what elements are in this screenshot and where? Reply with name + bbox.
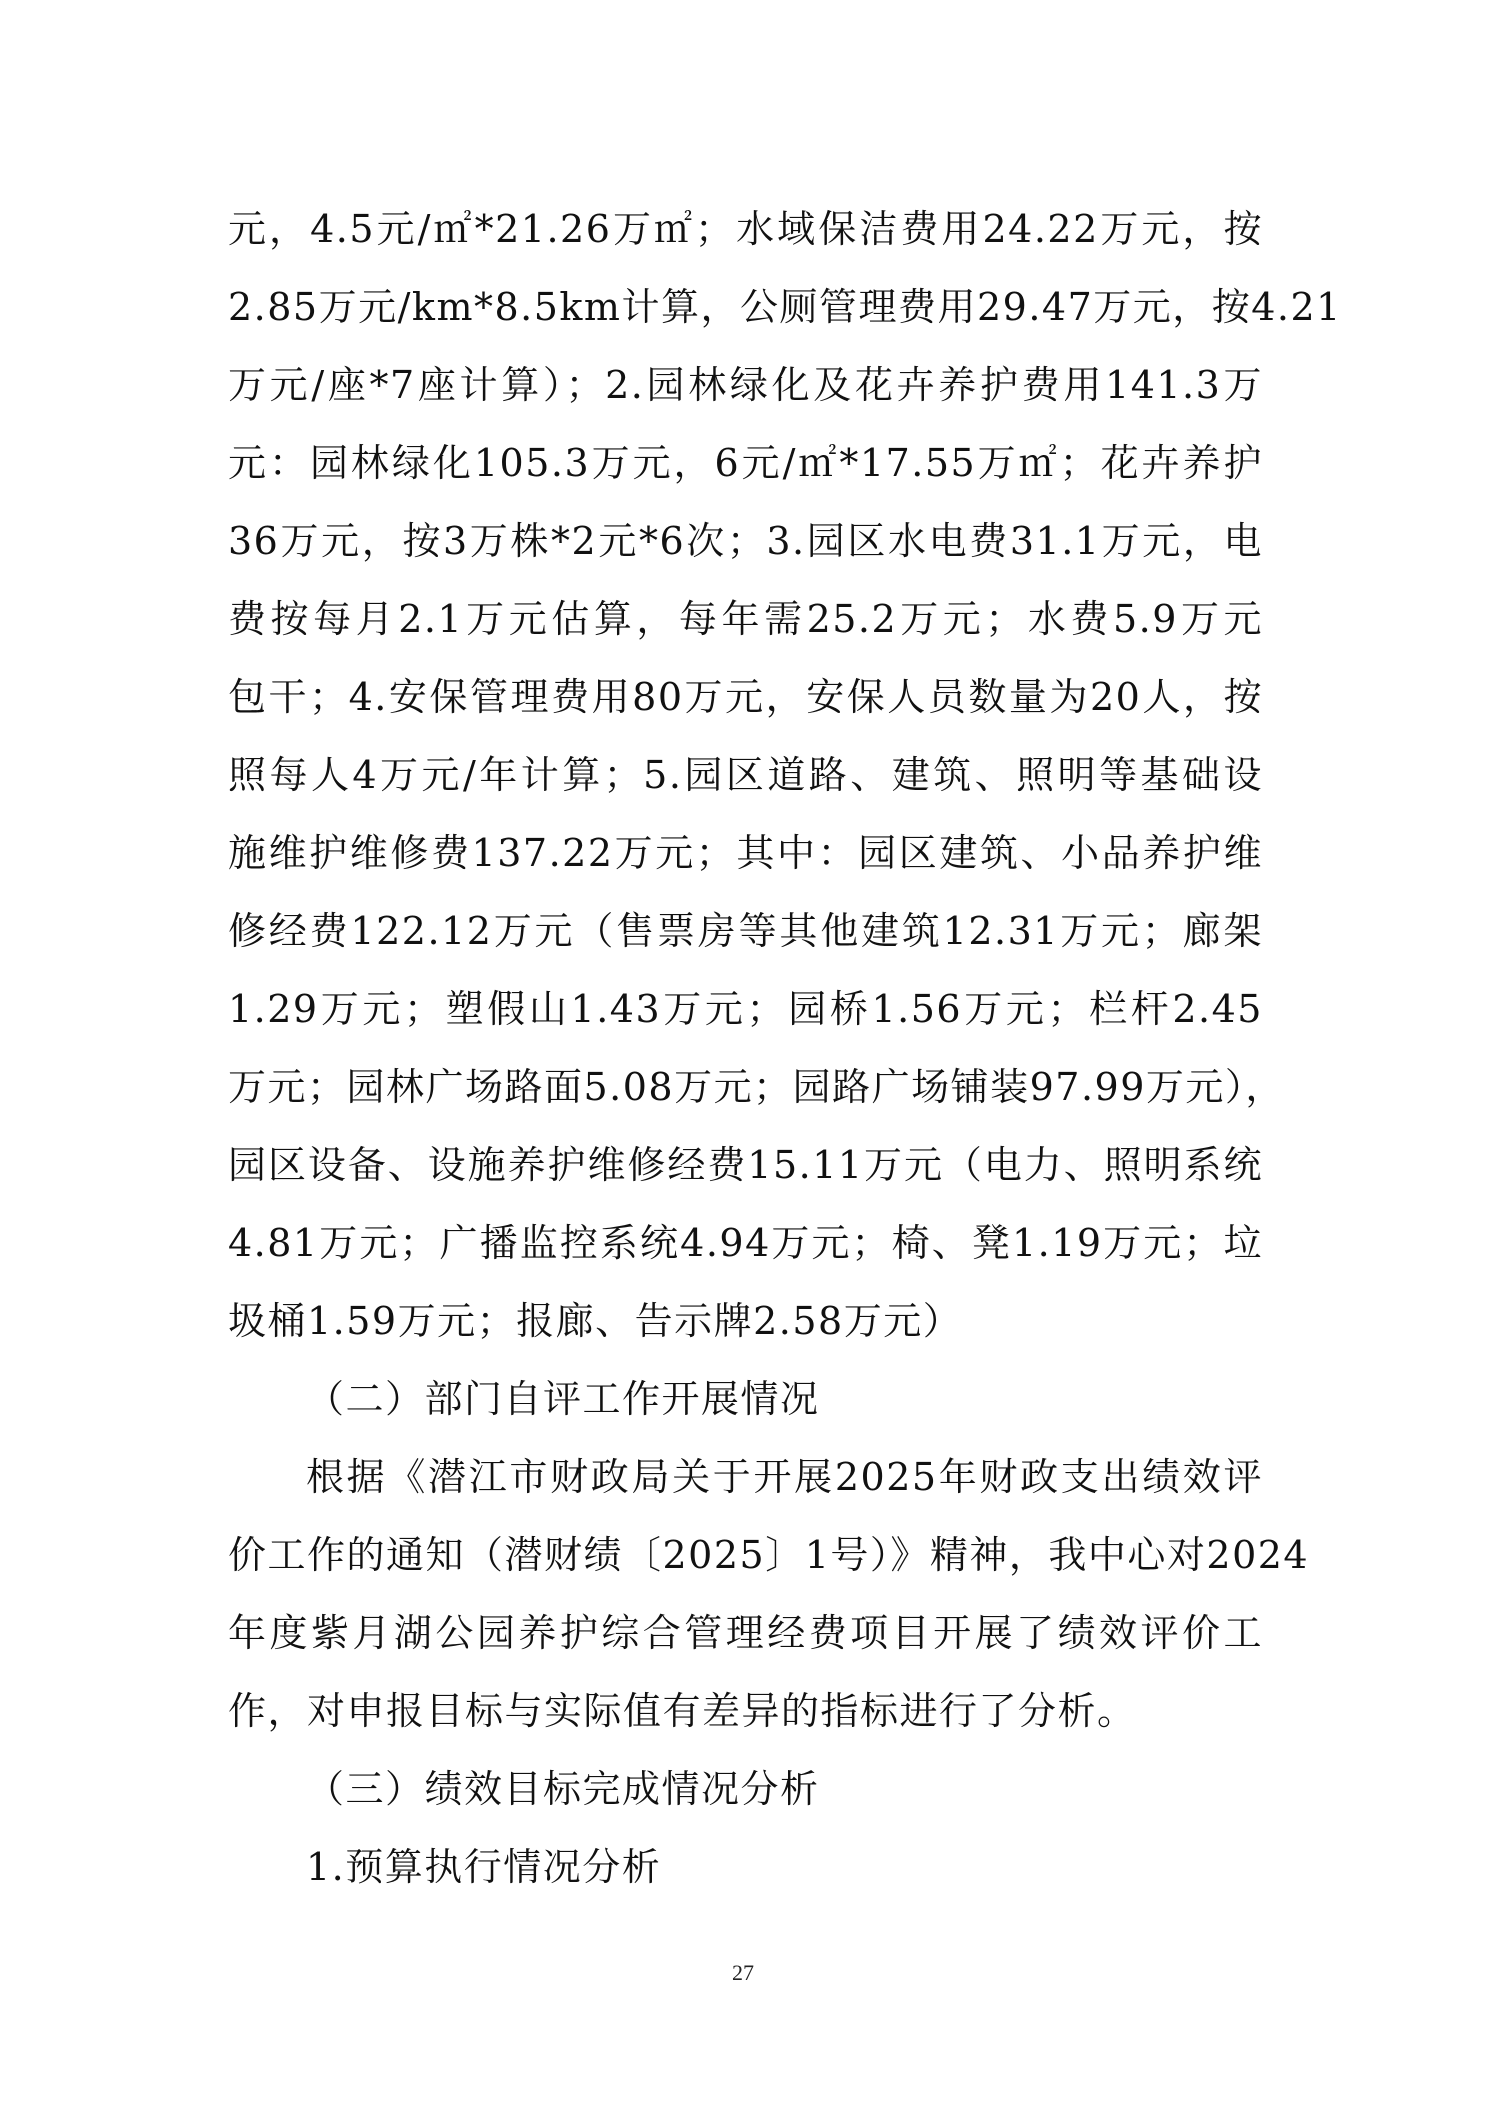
paragraph-line: 包干；4.安保管理费用80万元，安保人员数量为20人，按 xyxy=(228,675,1263,719)
section-heading-2: （二）部门自评工作开展情况 xyxy=(306,1377,820,1421)
paragraph-line: 年度紫月湖公园养护综合管理经费项目开展了绩效评价工 xyxy=(228,1611,1263,1655)
paragraph-line: 元：园林绿化105.3万元，6元/㎡*17.55万㎡；花卉养护 xyxy=(228,441,1263,485)
paragraph-line: 照每人4万元/年计算；5.园区道路、建筑、照明等基础设 xyxy=(228,753,1263,797)
paragraph-line: 1.29万元；塑假山1.43万元；园桥1.56万元；栏杆2.45 xyxy=(228,987,1263,1031)
body-text xyxy=(228,190,1342,1906)
paragraph-line: 费按每月2.1万元估算，每年需25.2万元；水费5.9万元 xyxy=(228,597,1263,641)
paragraph-line: 价工作的通知（潜财绩〔2025〕1号）》精神，我中心对2024 xyxy=(228,1533,1310,1577)
paragraph-line: 2.85万元/km*8.5km计算，公厕管理费用29.47万元，按4.21 xyxy=(228,285,1342,329)
paragraph-line: 施维护维修费137.22万元；其中：园区建筑、小品养护维 xyxy=(228,831,1263,875)
paragraph-line: 园区设备、设施养护维修经费15.11万元（电力、照明系统 xyxy=(228,1143,1263,1187)
paragraph-line: 作，对申报目标与实际值有差异的指标进行了分析。 xyxy=(228,1689,1137,1733)
paragraph-line: 万元/座*7座计算）；2.园林绿化及花卉养护费用141.3万 xyxy=(228,363,1263,407)
paragraph-line: 根据《潜江市财政局关于开展2025年财政支出绩效评 xyxy=(306,1455,1263,1499)
page-number: 27 xyxy=(732,1960,754,1985)
paragraph-line: 4.81万元；广播监控系统4.94万元；椅、凳1.19万元；垃 xyxy=(228,1221,1263,1265)
section-heading-3: （三）绩效目标完成情况分析 xyxy=(306,1767,820,1811)
paragraph-line: 修经费122.12万元（售票房等其他建筑12.31万元；廊架 xyxy=(228,909,1263,953)
paragraph-line: 圾桶1.59万元；报廊、告示牌2.58万元） xyxy=(228,1299,963,1343)
subsection-heading-3-1: 1.预算执行情况分析 xyxy=(306,1845,662,1889)
paragraph-line: 元，4.5元/㎡*21.26万㎡；水域保洁费用24.22万元，按 xyxy=(228,207,1263,251)
paragraph-line: 36万元，按3万株*2元*6次；3.园区水电费31.1万元，电 xyxy=(228,519,1263,563)
paragraph-line: 万元；园林广场路面5.08万元；园路广场铺装97.99万元）， xyxy=(228,1065,1285,1109)
